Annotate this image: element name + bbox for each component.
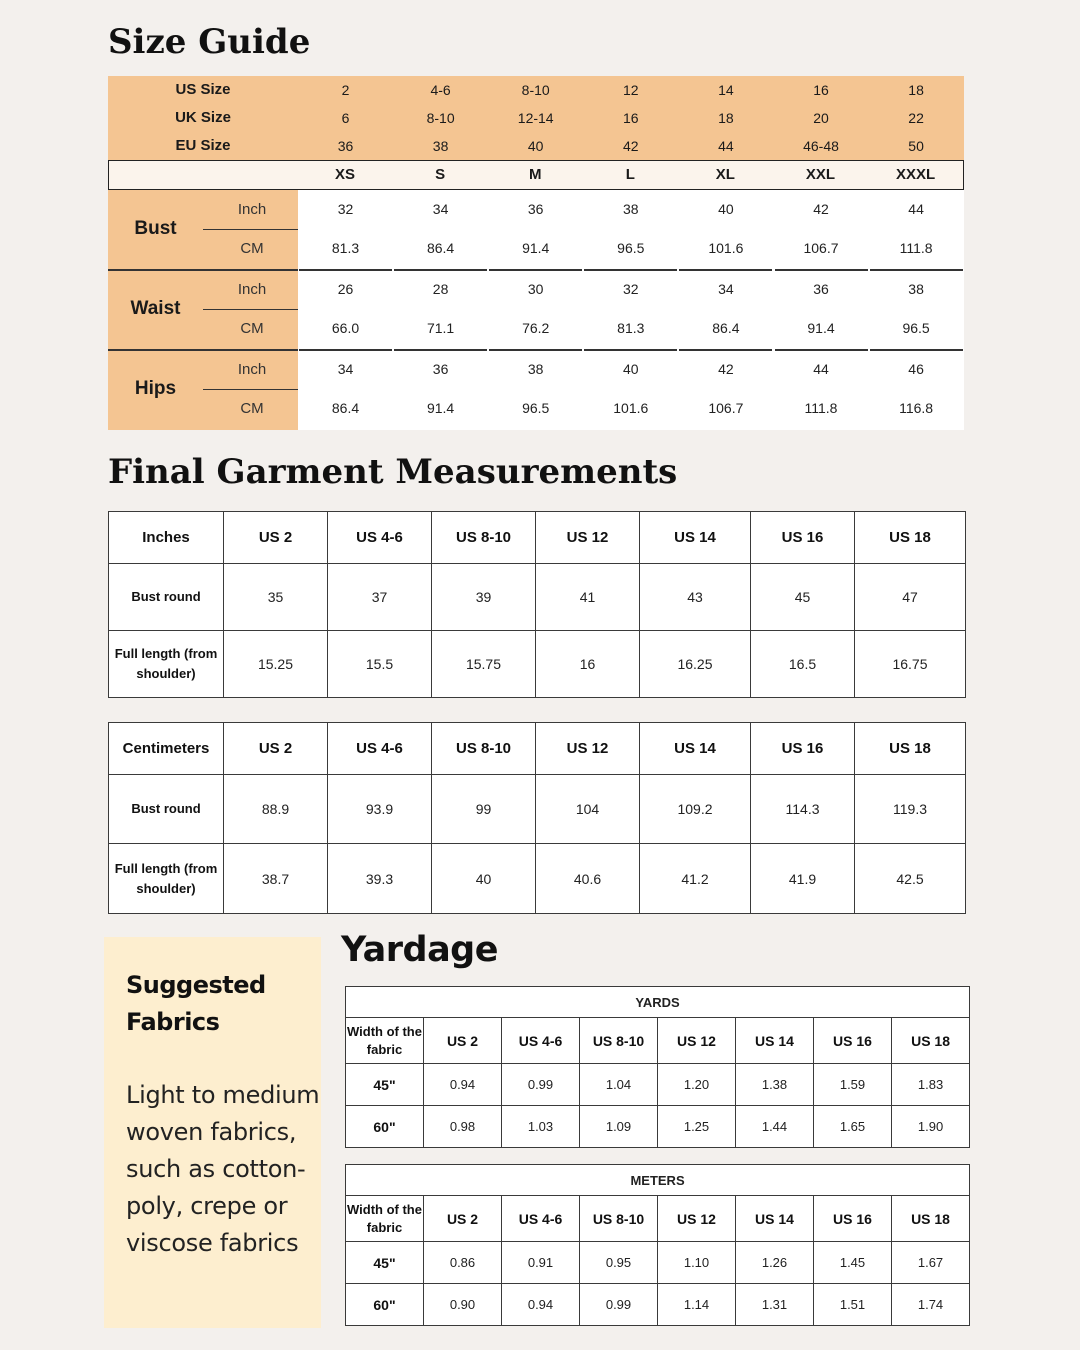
measurement-value: 38 [623, 201, 639, 217]
measurement-value: 71.1 [426, 320, 455, 336]
intl-size-row [108, 132, 964, 160]
final-garment-title: Final Garment Measurements [108, 452, 678, 492]
measurement-value: 38 [908, 281, 924, 297]
table-header-row [109, 512, 966, 564]
measurement-value: 86.4 [426, 240, 455, 256]
cell-value: 40 [432, 844, 536, 914]
table-row [109, 564, 966, 631]
cell-value: 15.5 [328, 631, 432, 698]
row-label: Full length (from shoulder) [109, 844, 224, 914]
measurement-value: 76.2 [522, 320, 550, 336]
cell-value: 1.31 [736, 1284, 814, 1326]
measurement-value: 34 [432, 201, 449, 217]
row-label: 60" [346, 1106, 424, 1148]
table-title: YARDS [346, 987, 970, 1018]
cell-value: 88.9 [224, 775, 328, 844]
measurement-name: Waist [130, 298, 181, 319]
column-header: US 8-10 [580, 1018, 658, 1064]
table-header-row [346, 1018, 970, 1064]
row-label: 60" [346, 1284, 424, 1326]
column-header: US 16 [814, 1196, 892, 1242]
cell-value: 1.59 [814, 1064, 892, 1106]
cell-value: 35 [224, 564, 328, 631]
column-header: US 4-6 [502, 1018, 580, 1064]
measurement-value: 101.6 [613, 400, 649, 416]
intl-size-row [108, 76, 964, 104]
measurement-unit: Inch [237, 361, 267, 378]
cell-value: 1.65 [814, 1106, 892, 1148]
yardage-yards-table [345, 986, 970, 1148]
cell-value: 37 [328, 564, 432, 631]
table-row [346, 1242, 970, 1284]
cell-value: 15.75 [432, 631, 536, 698]
cell-value: 43 [640, 564, 751, 631]
cell-value: 0.86 [424, 1242, 502, 1284]
cell-value: 99 [432, 775, 536, 844]
intl-size-value: 42 [623, 138, 639, 154]
column-divider [584, 269, 677, 271]
column-header: US 2 [424, 1018, 502, 1064]
row-label: 45" [346, 1242, 424, 1284]
column-header: US 16 [814, 1018, 892, 1064]
intl-size-value: 18 [908, 82, 924, 98]
cell-value: 1.04 [580, 1064, 658, 1106]
cell-value: 1.20 [658, 1064, 736, 1106]
intl-size-value: 8-10 [521, 82, 550, 98]
letter-size: S [435, 166, 446, 183]
measurement-value: 44 [908, 201, 924, 217]
table-row [109, 775, 966, 844]
intl-size-value: 38 [432, 138, 449, 154]
measurement-unit: CM [240, 400, 264, 417]
cell-value: 38.7 [224, 844, 328, 914]
intl-size-value: 36 [337, 138, 354, 154]
cell-value: 47 [855, 564, 966, 631]
measurement-value: 28 [432, 281, 449, 297]
cell-value: 0.98 [424, 1106, 502, 1148]
measurement-value: 36 [527, 201, 544, 217]
cell-value: 0.95 [580, 1242, 658, 1284]
cell-value: 42.5 [855, 844, 966, 914]
final-garment-cm-table [108, 722, 966, 914]
intl-size-value: 6 [341, 110, 350, 126]
row-label: 45" [346, 1064, 424, 1106]
cell-value: 15.25 [224, 631, 328, 698]
measurement-value: 101.6 [708, 240, 744, 256]
cell-value: 1.09 [580, 1106, 658, 1148]
measurement-value: 40 [718, 201, 734, 217]
column-header: US 14 [736, 1196, 814, 1242]
column-header: US 8-10 [432, 723, 536, 775]
column-divider [775, 269, 868, 271]
row-label: Bust round [109, 564, 224, 631]
intl-size-value: 50 [908, 138, 924, 154]
measurement-value: 42 [813, 201, 829, 217]
column-divider [584, 349, 677, 351]
cell-value: 1.38 [736, 1064, 814, 1106]
measurement-labels [108, 190, 298, 430]
cell-value: 1.44 [736, 1106, 814, 1148]
cell-value: 0.91 [502, 1242, 580, 1284]
measurement-value: 34 [718, 281, 734, 297]
cell-value: 0.94 [424, 1064, 502, 1106]
unit-divider [203, 309, 298, 310]
column-header: US 14 [736, 1018, 814, 1064]
intl-size-header [108, 76, 964, 160]
unit-divider [203, 389, 298, 390]
column-header: US 8-10 [432, 512, 536, 564]
measurement-value: 44 [813, 361, 829, 377]
measurement-value: 116.8 [899, 400, 934, 416]
cell-value: 45 [751, 564, 855, 631]
measurement-value: 86.4 [331, 400, 360, 416]
column-header: US 2 [424, 1196, 502, 1242]
measurement-value: 38 [527, 361, 544, 377]
measurement-unit: CM [240, 240, 264, 257]
cell-value: 1.25 [658, 1106, 736, 1148]
cell-value: 41.9 [751, 844, 855, 914]
measurement-value: 111.8 [899, 240, 933, 256]
cell-value: 0.99 [580, 1284, 658, 1326]
measurement-unit: CM [240, 320, 264, 337]
intl-size-value: 12 [623, 82, 639, 98]
column-divider [679, 349, 772, 351]
measurement-name: Bust [134, 218, 177, 239]
intl-size-value: 4-6 [430, 82, 451, 98]
measurement-value: 66.0 [331, 320, 360, 336]
letter-size: L [625, 166, 635, 183]
yardage-title: Yardage [341, 930, 498, 970]
column-header: US 18 [892, 1018, 970, 1064]
letter-size: XL [715, 166, 735, 183]
table-title-row [346, 1165, 970, 1196]
cell-value: 104 [536, 775, 640, 844]
suggested-fabrics-title: Suggested Fabrics [126, 971, 266, 1036]
measurement-name: Hips [134, 378, 177, 399]
measurement-value: 46 [908, 361, 924, 377]
column-header: US 14 [640, 723, 751, 775]
cell-value: 16.5 [751, 631, 855, 698]
cell-value: 41 [536, 564, 640, 631]
column-divider [394, 269, 487, 271]
measurement-value: 91.4 [807, 320, 835, 336]
measurement-value: 40 [623, 361, 639, 377]
table-row [109, 631, 966, 698]
letter-size: XXL [805, 166, 836, 183]
cell-value: 16 [536, 631, 640, 698]
column-header: US 8-10 [580, 1196, 658, 1242]
suggested-fabrics-text: Light to medium woven fabrics, such as cotton-poly, crepe or viscose fabrics [126, 1081, 320, 1257]
group-divider [108, 269, 298, 271]
letter-size: M [528, 166, 542, 183]
cell-value: 1.67 [892, 1242, 970, 1284]
unit-header: Centimeters [109, 723, 224, 775]
yardage-meters-table [345, 1164, 970, 1326]
intl-size-label: EU Size [175, 137, 231, 154]
measurement-value: 34 [337, 361, 354, 377]
cell-value: 0.90 [424, 1284, 502, 1326]
width-label: Width of the fabric [346, 1018, 424, 1064]
width-label: Width of the fabric [346, 1196, 424, 1242]
table-title-row [346, 987, 970, 1018]
cell-value: 1.45 [814, 1242, 892, 1284]
cell-value: 39 [432, 564, 536, 631]
column-header: US 16 [751, 723, 855, 775]
measurement-value: 106.7 [803, 240, 839, 256]
cell-value: 1.51 [814, 1284, 892, 1326]
column-header: US 16 [751, 512, 855, 564]
measurement-value: 96.5 [522, 400, 550, 416]
column-header: US 18 [892, 1196, 970, 1242]
intl-size-label: US Size [175, 81, 231, 98]
letter-size: XS [334, 166, 355, 183]
cell-value: 1.03 [502, 1106, 580, 1148]
row-label: Full length (from shoulder) [109, 631, 224, 698]
cell-value: 1.14 [658, 1284, 736, 1326]
measurement-value: 81.3 [617, 320, 645, 336]
intl-size-row [108, 104, 964, 132]
intl-size-value: 12-14 [517, 110, 554, 126]
column-header: US 4-6 [502, 1196, 580, 1242]
column-header: US 14 [640, 512, 751, 564]
column-header: US 18 [855, 512, 966, 564]
column-divider [679, 269, 772, 271]
intl-size-value: 14 [718, 82, 734, 98]
intl-size-value: 2 [341, 82, 350, 98]
table-row [109, 844, 966, 914]
intl-size-value: 16 [623, 110, 639, 126]
cell-value: 0.99 [502, 1064, 580, 1106]
body-measurements [108, 190, 964, 430]
measurement-value: 111.8 [804, 400, 838, 416]
measurement-unit: Inch [237, 281, 267, 298]
measurement-value: 32 [337, 201, 354, 217]
final-garment-inches-table [108, 511, 966, 698]
column-divider [489, 269, 582, 271]
column-divider [775, 349, 868, 351]
cell-value: 1.10 [658, 1242, 736, 1284]
cell-value: 109.2 [640, 775, 751, 844]
suggested-fabrics-box [104, 937, 321, 1328]
column-header: US 12 [536, 723, 640, 775]
column-divider [394, 349, 487, 351]
measurement-value: 106.7 [708, 400, 744, 416]
intl-size-label: UK Size [175, 109, 231, 126]
measurement-value: 86.4 [712, 320, 740, 336]
row-label: Bust round [109, 775, 224, 844]
measurement-unit: Inch [237, 201, 267, 218]
measurement-value: 42 [718, 361, 734, 377]
column-header: US 2 [224, 723, 328, 775]
size-guide-title: Size Guide [108, 22, 311, 62]
intl-size-value: 18 [718, 110, 734, 126]
column-header: US 12 [658, 1018, 736, 1064]
column-header: US 4-6 [328, 512, 432, 564]
unit-divider [203, 229, 298, 230]
column-divider [870, 269, 963, 271]
table-row [346, 1064, 970, 1106]
cell-value: 1.74 [892, 1284, 970, 1326]
table-title: METERS [346, 1165, 970, 1196]
cell-value: 16.75 [855, 631, 966, 698]
measurement-value: 96.5 [617, 240, 645, 256]
cell-value: 1.90 [892, 1106, 970, 1148]
column-header: US 4-6 [328, 723, 432, 775]
cell-value: 39.3 [328, 844, 432, 914]
intl-size-value: 46-48 [803, 138, 839, 154]
table-row [346, 1284, 970, 1326]
column-divider [870, 349, 963, 351]
measurement-value: 81.3 [331, 240, 360, 256]
measurement-value: 91.4 [522, 240, 550, 256]
measurement-value: 91.4 [426, 400, 455, 416]
column-divider [489, 349, 582, 351]
intl-size-value: 20 [813, 110, 829, 126]
measurement-value: 96.5 [902, 320, 930, 336]
cell-value: 40.6 [536, 844, 640, 914]
intl-size-value: 16 [813, 82, 829, 98]
intl-size-value: 22 [908, 110, 924, 126]
cell-value: 41.2 [640, 844, 751, 914]
measurement-value: 36 [813, 281, 829, 297]
column-divider [299, 349, 392, 351]
cell-value: 1.26 [736, 1242, 814, 1284]
letter-size-row [108, 160, 964, 190]
column-divider [299, 269, 392, 271]
cell-value: 16.25 [640, 631, 751, 698]
column-header: US 12 [536, 512, 640, 564]
column-header: US 2 [224, 512, 328, 564]
measurement-value: 26 [337, 281, 354, 297]
intl-size-value: 8-10 [426, 110, 455, 126]
measurement-value: 36 [432, 361, 449, 377]
intl-size-value: 44 [718, 138, 734, 154]
table-header-row [109, 723, 966, 775]
column-header: US 12 [658, 1196, 736, 1242]
unit-header: Inches [109, 512, 224, 564]
intl-size-value: 40 [527, 138, 544, 154]
size-guide-table [108, 76, 964, 430]
measurement-value: 32 [623, 281, 639, 297]
cell-value: 119.3 [855, 775, 966, 844]
letter-size: XXXL [896, 166, 936, 183]
cell-value: 0.94 [502, 1284, 580, 1326]
table-header-row [346, 1196, 970, 1242]
cell-value: 114.3 [751, 775, 855, 844]
group-divider [108, 349, 298, 351]
cell-value: 1.83 [892, 1064, 970, 1106]
table-row [346, 1106, 970, 1148]
column-header: US 18 [855, 723, 966, 775]
cell-value: 93.9 [328, 775, 432, 844]
measurement-value: 30 [527, 281, 544, 297]
